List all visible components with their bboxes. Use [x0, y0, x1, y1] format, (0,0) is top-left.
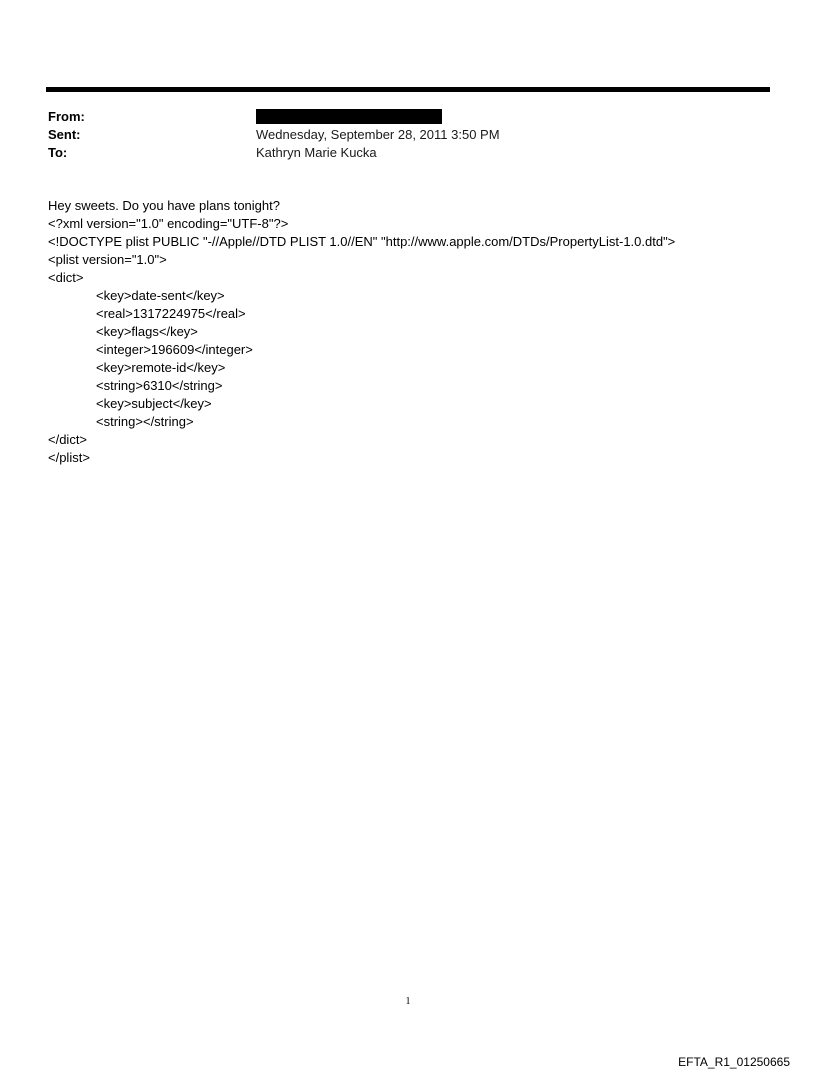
- sent-row: [48, 126, 770, 144]
- email-header: [48, 108, 770, 162]
- sent-label: Sent:: [48, 127, 81, 142]
- to-value: Kathryn Marie Kucka: [256, 145, 377, 160]
- bates-number: EFTA_R1_01250665: [678, 1055, 790, 1069]
- greeting-line: Hey sweets. Do you have plans tonight?: [48, 198, 280, 213]
- to-row: [48, 144, 770, 162]
- dict-line: <string></string>: [96, 414, 194, 429]
- from-label: From:: [48, 109, 85, 124]
- top-rule: [46, 87, 770, 92]
- dict-close-line: </dict>: [48, 432, 88, 447]
- redaction-block: [256, 109, 442, 124]
- dict-line: <key>subject</key>: [96, 396, 212, 411]
- from-row: [48, 108, 770, 126]
- to-label: To:: [48, 145, 68, 160]
- page-number: 1: [405, 996, 411, 1007]
- dict-line: <string>6310</string>: [96, 378, 223, 393]
- xml-declaration-line: <?xml version="1.0" encoding="UTF-8"?>: [48, 216, 289, 231]
- dict-line: <key>flags</key>: [96, 324, 198, 339]
- plist-close-line: </plist>: [48, 450, 90, 465]
- dict-open-line: <dict>: [48, 270, 84, 285]
- dict-line: <real>1317224975</real>: [96, 306, 246, 321]
- dict-line: <key>remote-id</key>: [96, 360, 226, 375]
- email-body: [48, 197, 770, 467]
- dict-line: <key>date-sent</key>: [96, 288, 225, 303]
- doctype-line: <!DOCTYPE plist PUBLIC "-//Apple//DTD PLIST 1.0//EN" "http://www.apple.com/DTDs/PropertyList-1.0.dtd">: [48, 234, 676, 249]
- dict-line: <integer>196609</integer>: [96, 342, 253, 357]
- plist-open-line: <plist version="1.0">: [48, 252, 167, 267]
- sent-value: Wednesday, September 28, 2011 3:50 PM: [256, 127, 500, 142]
